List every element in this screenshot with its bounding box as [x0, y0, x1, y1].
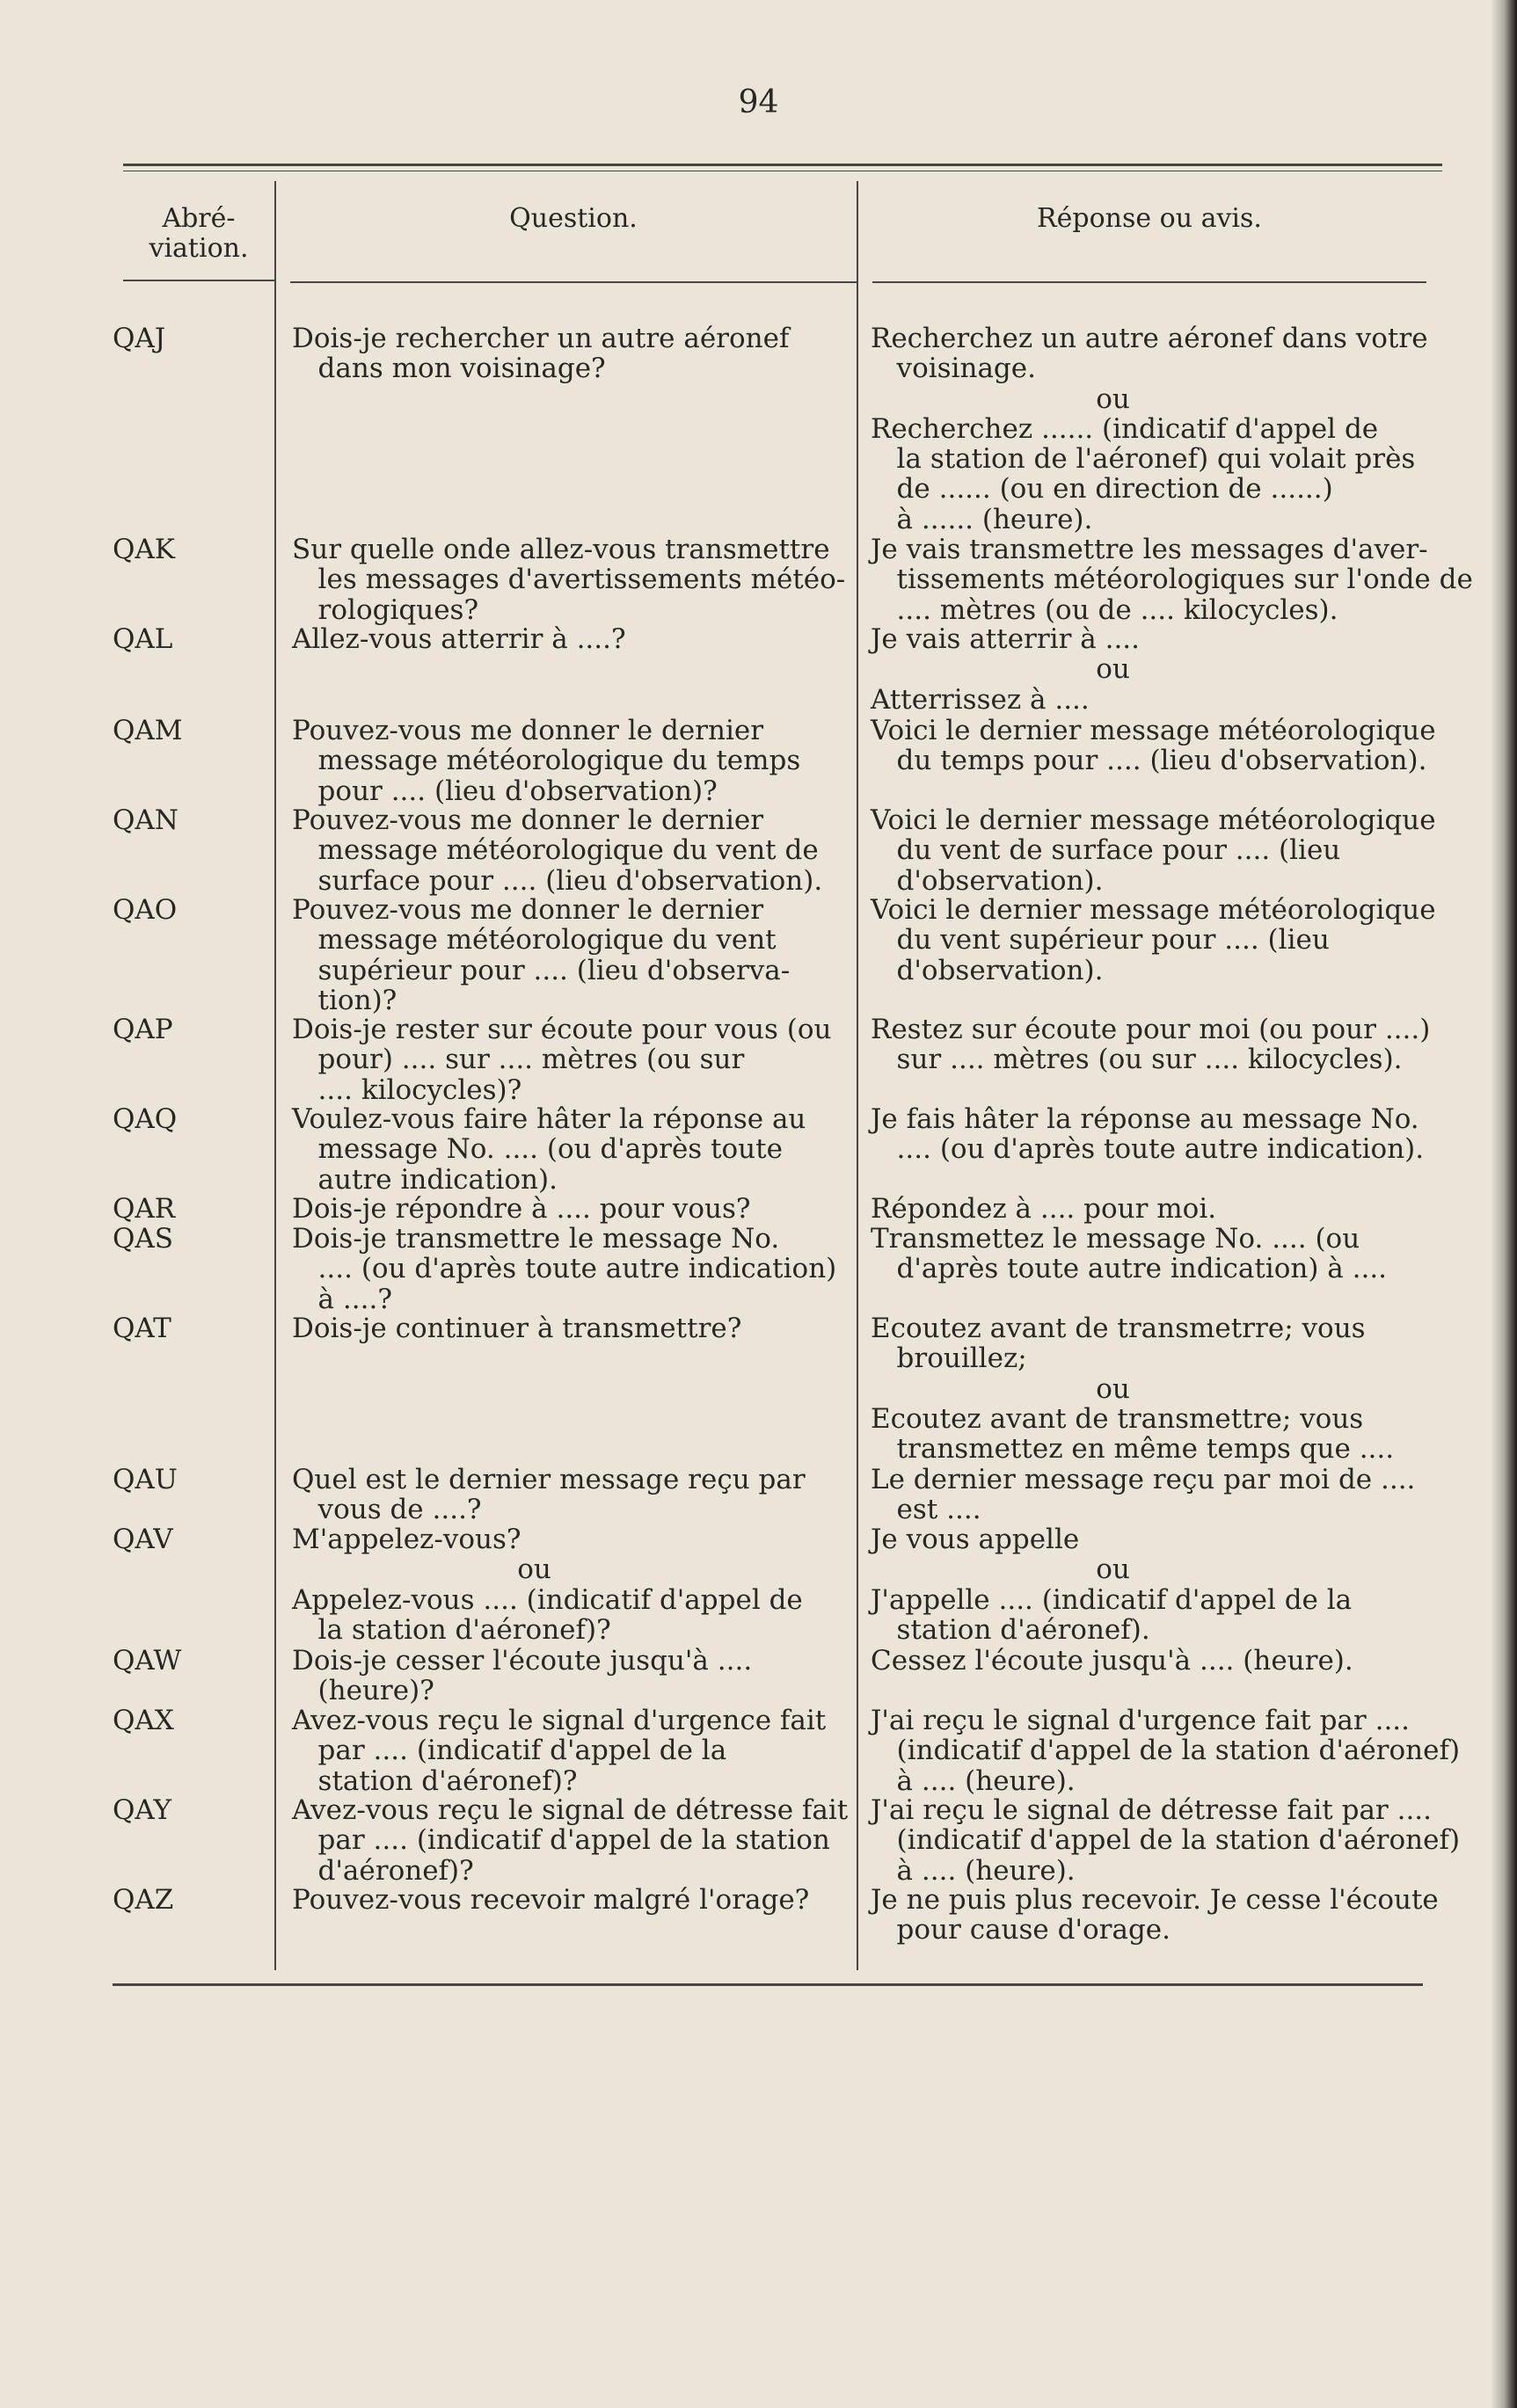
code-qao: QAO [113, 894, 178, 926]
question-qau: Quel est le dernier message reçu par vous de ....? [292, 1464, 806, 1526]
question-qat: Dois-je continuer à transmettre? [292, 1313, 742, 1344]
answer-qao: Voici le dernier message météorologique du vent supérieur pour .... (lieu d'observation). [871, 894, 1436, 986]
answer-qaz: Je ne puis plus recevoir. Je cesse l'écoute pour cause d'orage. [871, 1884, 1439, 1946]
answer-qaq: Je fais hâter la réponse au message No. .... (ou d'après toute autre indication). [871, 1103, 1425, 1166]
answer-qas: Transmettez le message No. .... (ou d'après toute autre indication) à .... [871, 1223, 1388, 1285]
code-qar: QAR [113, 1193, 176, 1225]
code-qam: QAM [113, 715, 183, 746]
question-qao: Pouvez-vous me donner le dernier message météorologique du vent supérieur pour .... (lieu d'observa- tion)? [292, 894, 791, 1016]
answer-qap: Restez sur écoute pour moi (ou pour ....) sur .... mètres (ou sur .... kilocycles). [871, 1014, 1431, 1076]
answer-qau: Le dernier message reçu par moi de .... est .... [871, 1464, 1416, 1526]
code-qaw: QAW [113, 1645, 182, 1677]
question-qaq: Voulez-vous faire hâter la réponse au message No. .... (ou d'après toute autre indication). [292, 1103, 806, 1196]
code-qas: QAS [113, 1223, 174, 1255]
code-qap: QAP [113, 1014, 173, 1045]
column-divider-2 [857, 181, 858, 1970]
code-qax: QAX [113, 1705, 174, 1736]
header-rule-3 [872, 281, 1426, 283]
answer-qam: Voici le dernier message météorologique du temps pour .... (lieu d'observation). [871, 715, 1436, 777]
column-divider-1 [274, 181, 276, 1970]
answer-qak: Je vais transmettre les messages d'aver- tissements météorologiques sur l'onde de .... mètres (ou de .... kilocycles). [871, 534, 1473, 626]
code-qaq: QAQ [113, 1103, 178, 1135]
question-qap: Dois-je rester sur écoute pour vous (ou pour) .... sur .... mètres (ou sur .... kilocycles)? [292, 1014, 832, 1106]
answer-qax: J'ai reçu le signal d'urgence fait par .... (indicatif d'appel de la station d'aéronef) à .... (heure). [871, 1705, 1461, 1797]
code-qat: QAT [113, 1313, 171, 1344]
code-qaj: QAJ [113, 323, 166, 354]
answer-qaj: Recherchez un autre aéronef dans votre voisinage. ou Recherchez ...... (indicatif d'appel de la station de l'aéronef) qui volait près de ...... (ou en direction de ......) à ...... (heure). [871, 323, 1428, 535]
answer-qay: J'ai reçu le signal de détresse fait par .... (indicatif d'appel de la station d'aéronef) à .... (heure). [871, 1794, 1461, 1887]
question-qam: Pouvez-vous me donner le dernier message météorologique du temps pour .... (lieu d'observation)? [292, 715, 801, 807]
question-qas: Dois-je transmettre le message No. .... (ou d'après toute autre indication) à ....? [292, 1223, 837, 1315]
page-binding-shadow [1491, 0, 1517, 2408]
question-qak: Sur quelle onde allez-vous transmettre les messages d'avertissements météo- rologiques? [292, 534, 846, 626]
code-qak: QAK [113, 534, 175, 565]
header-question: Question. [509, 203, 638, 234]
code-qay: QAY [113, 1794, 172, 1826]
top-rule [123, 164, 1442, 166]
question-qal: Allez-vous atterrir à ....? [292, 623, 626, 655]
question-qay: Avez-vous reçu le signal de détresse fait par .... (indicatif d'appel de la station d'aéronef)? [292, 1794, 849, 1887]
code-qau: QAU [113, 1464, 178, 1495]
header-abbreviation: Abré- viation. [149, 203, 249, 264]
answer-qaw: Cessez l'écoute jusqu'à .... (heure). [871, 1645, 1353, 1677]
answer-qar: Répondez à .... pour moi. [871, 1193, 1217, 1225]
answer-qat: Ecoutez avant de transmetrre; vous brouillez; ou Ecoutez avant de transmettre; vous transmettez en même temps que .... [871, 1313, 1395, 1466]
code-qaz: QAZ [113, 1884, 174, 1916]
bottom-rule [113, 1983, 1423, 1986]
header-answer: Réponse ou avis. [1037, 203, 1262, 234]
question-qaw: Dois-je cesser l'écoute jusqu'à .... (heure)? [292, 1645, 753, 1707]
question-qaj: Dois-je rechercher un autre aéronef dans mon voisinage? [292, 323, 790, 385]
question-qax: Avez-vous reçu le signal d'urgence fait par .... (indicatif d'appel de la station d'aéronef)? [292, 1705, 827, 1797]
page-number: 94 [738, 84, 779, 120]
question-qaz: Pouvez-vous recevoir malgré l'orage? [292, 1884, 810, 1916]
code-qal: QAL [113, 623, 173, 655]
answer-qan: Voici le dernier message météorologique du vent de surface pour .... (lieu d'observation). [871, 804, 1436, 897]
answer-qal: Je vais atterrir à .... ou Atterrissez à .... [871, 623, 1141, 716]
header-rule-1 [123, 280, 274, 281]
question-qan: Pouvez-vous me donner le dernier message météorologique du vent de surface pour .... (lieu d'observation). [292, 804, 823, 897]
question-qav: M'appelez-vous? ou Appelez-vous .... (indicatif d'appel de la station d'aéronef)? [292, 1524, 803, 1646]
code-qav: QAV [113, 1524, 173, 1555]
header-rule-2 [290, 281, 857, 283]
answer-qav: Je vous appelle ou J'appelle .... (indicatif d'appel de la station d'aéronef). [871, 1524, 1353, 1646]
question-qar: Dois-je répondre à .... pour vous? [292, 1193, 751, 1225]
code-qan: QAN [113, 804, 179, 836]
